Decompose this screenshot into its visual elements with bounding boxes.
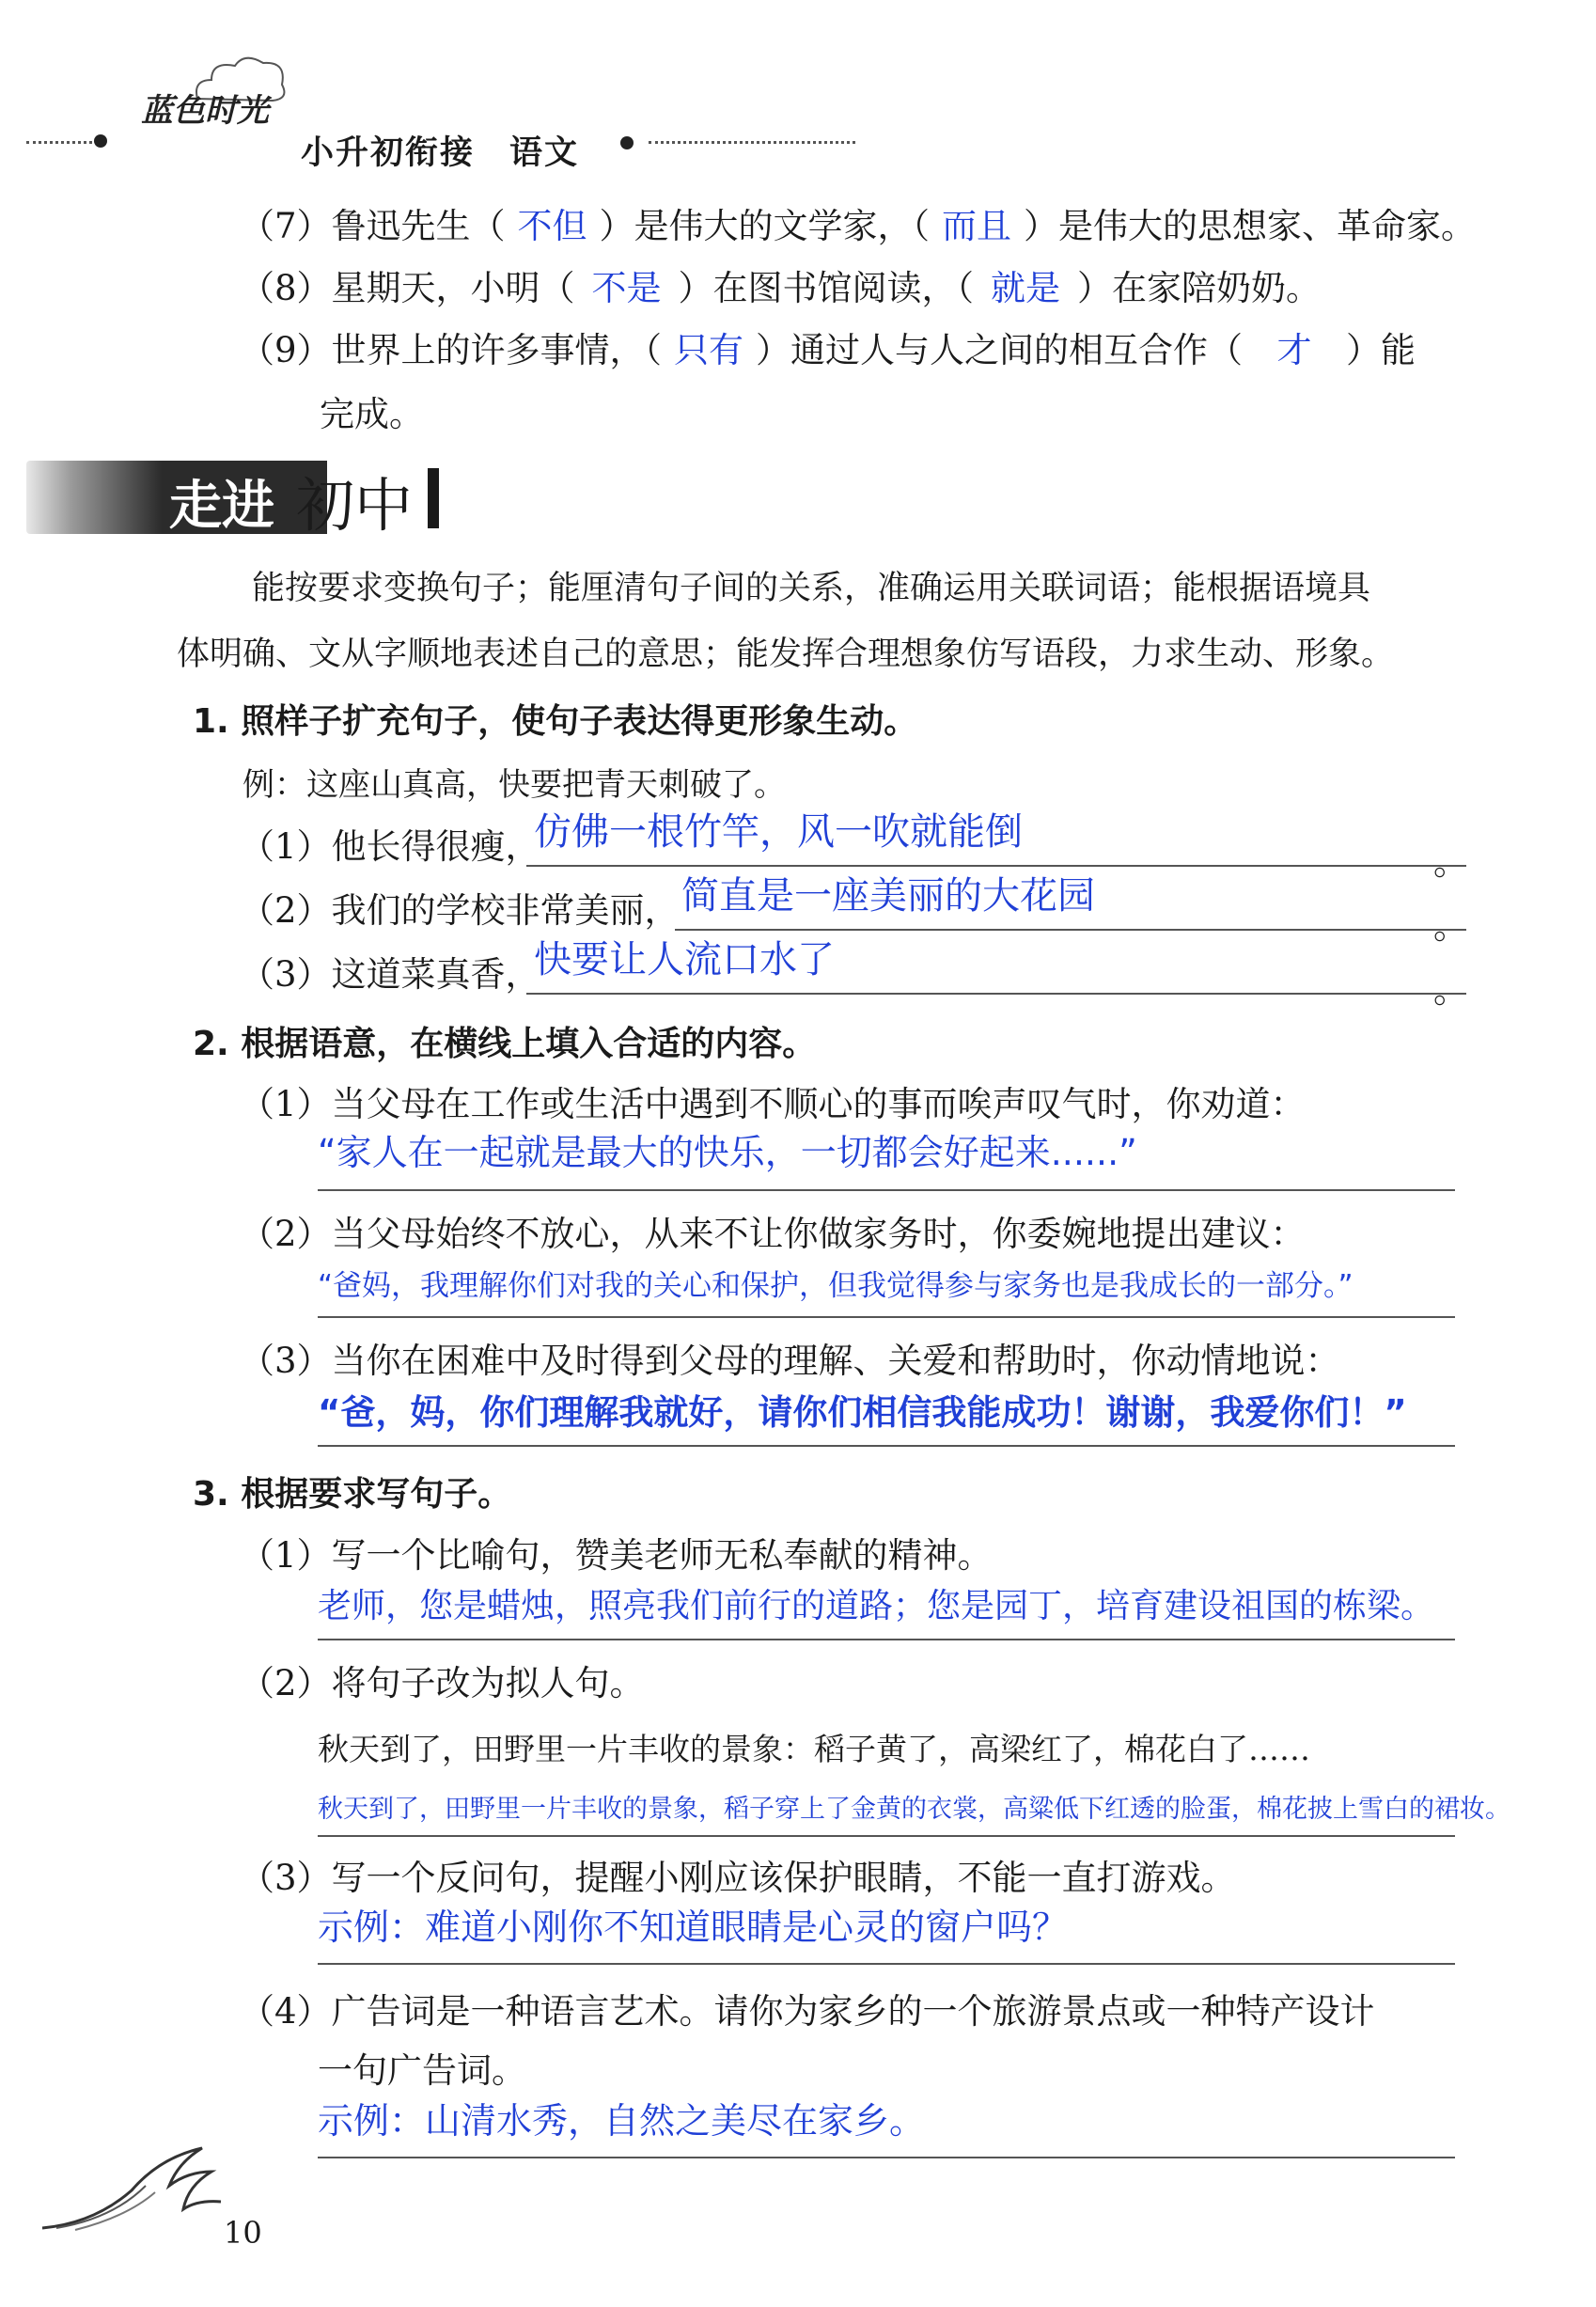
- answer-7a: 不但: [517, 206, 587, 246]
- q3-item-2: （2）将句子改为拟人句。: [240, 1663, 645, 1703]
- q2-line-3: [318, 1445, 1455, 1447]
- q3-answer-4: 示例：山清水秀，自然之美尽在家乡。: [318, 2100, 926, 2142]
- q2-answer-1: “家人在一起就是最大的快乐，一切都会好起来......”: [318, 1132, 1137, 1173]
- q3-line-4: [318, 2157, 1455, 2158]
- q3-item-4: （4）广告词是一种语言艺术。请你为家乡的一个旅游景点或一种特产设计: [240, 1991, 1375, 2032]
- q3-title: 3. 根据要求写句子。: [193, 1475, 512, 1514]
- section-title-light: 初中: [296, 471, 414, 540]
- header-bullet-right: [620, 136, 634, 149]
- q3-item-3: （3）写一个反问句，提醒小刚应该保护眼睛，不能一直打游戏。: [240, 1858, 1236, 1898]
- q2-item-2: （2）当父母始终不放心，从来不让你做家务时，你委婉地提出建议：: [240, 1214, 1306, 1254]
- section-bar: [428, 468, 439, 528]
- section-title-bold: 走进: [169, 476, 274, 537]
- item-8: （8）星期天，小明（ 不是 ）在图书馆阅读，（ 就是 ）在家陪奶奶。: [240, 268, 1322, 308]
- header-bullet-left: [94, 134, 107, 148]
- item-9: （9）世界上的许多事情，（ 只有 ）通过人与人之间的相互合作（ 才 ）能: [240, 330, 1416, 370]
- answer-9b: 才: [1276, 330, 1312, 370]
- brand-logo: 蓝色时光: [141, 92, 269, 130]
- q1-end-1: 。: [1433, 842, 1468, 883]
- intro-line-2: 体明确、文从字顺地表述自己的意思；能发挥合理想象仿写语段，力求生动、形象。: [177, 636, 1395, 673]
- q2-answer-3: “爸，妈，你们理解我就好，请你们相信我能成功！谢谢，我爱你们！”: [318, 1392, 1407, 1433]
- header-right-dots: [649, 141, 855, 144]
- answer-9a: 只有: [674, 330, 744, 370]
- q1-title: 1. 照样子扩充句子，使句子表达得更形象生动。: [193, 702, 918, 741]
- q1-item-1: （1）他长得很瘦，: [240, 826, 540, 867]
- q2-title: 2. 根据语意，在横线上填入合适的内容。: [193, 1025, 817, 1063]
- item-7: （7）鲁迅先生（ 不但 ）是伟大的文学家，（ 而且 ）是伟大的思想家、革命家。: [240, 206, 1477, 246]
- answer-7b: 而且: [942, 206, 1012, 246]
- page-number: 10: [224, 2215, 262, 2251]
- header-left-dots: [26, 141, 92, 144]
- q2-item-3: （3）当你在困难中及时得到父母的理解、关爱和帮助时，你动情地说：: [240, 1341, 1340, 1381]
- q2-line-1: [318, 1189, 1455, 1191]
- wave-decoration-icon: [38, 2134, 226, 2237]
- q1-line-1: [526, 865, 1466, 867]
- intro-line-1: 能按要求变换句子；能厘清句子间的关系，准确运用关联词语；能根据语境具: [252, 570, 1371, 607]
- q3-item-2-sub: 秋天到了，田野里一片丰收的景象：稻子黄了，高梁红了，棉花白了……: [318, 1731, 1310, 1767]
- q3-line-2: [318, 1835, 1455, 1837]
- q3-item-1: （1）写一个比喻句，赞美老师无私奉献的精神。: [240, 1535, 993, 1576]
- q3-answer-3: 示例：难道小刚你不知道眼睛是心灵的窗户吗？: [318, 1907, 1069, 1948]
- q3-answer-1: 老师，您是蜡烛，照亮我们前行的道路；您是园丁，培育建设祖国的栋梁。: [318, 1587, 1435, 1625]
- q1-answer-2: 简直是一座美丽的大花园: [681, 874, 1095, 918]
- answer-8a: 不是: [591, 268, 662, 308]
- q3-answer-2: 秋天到了，田野里一片丰收的景象，稻子穿上了金黄的衣裳，高粱低下红透的脸蛋，棉花披上雪白的裙妆。: [318, 1795, 1510, 1824]
- q1-answer-1: 仿佛一根竹竿，风一吹就能倒: [534, 810, 1023, 854]
- answer-8b: 就是: [991, 268, 1061, 308]
- q1-item-3: （3）这道菜真香，: [240, 954, 540, 995]
- q1-item-2: （2）我们的学校非常美丽，: [240, 890, 680, 931]
- q3-line-1: [318, 1639, 1455, 1640]
- q1-example: 例：这座山真高，快要把青天刺破了。: [243, 766, 786, 804]
- q1-end-2: 。: [1433, 906, 1468, 947]
- q3-line-3: [318, 1963, 1455, 1965]
- q1-end-3: 。: [1433, 970, 1468, 1011]
- q2-line-2: [318, 1316, 1455, 1318]
- book-title: 小升初衔接 语文: [301, 133, 580, 172]
- q1-answer-3: 快要让人流口水了: [534, 938, 835, 981]
- q2-item-1: （1）当父母在工作或生活中遇到不顺心的事而唉声叹气时，你劝道：: [240, 1084, 1306, 1124]
- q1-line-3: [526, 993, 1466, 995]
- q3-item-4-cont: 一句广告词。: [318, 2050, 526, 2091]
- item-9-cont: 完成。: [320, 394, 424, 434]
- q2-answer-2: “爸妈，我理解你们对我的关心和保护，但我觉得参与家务也是我成长的一部分。”: [318, 1269, 1353, 1303]
- q1-line-2: [675, 929, 1466, 931]
